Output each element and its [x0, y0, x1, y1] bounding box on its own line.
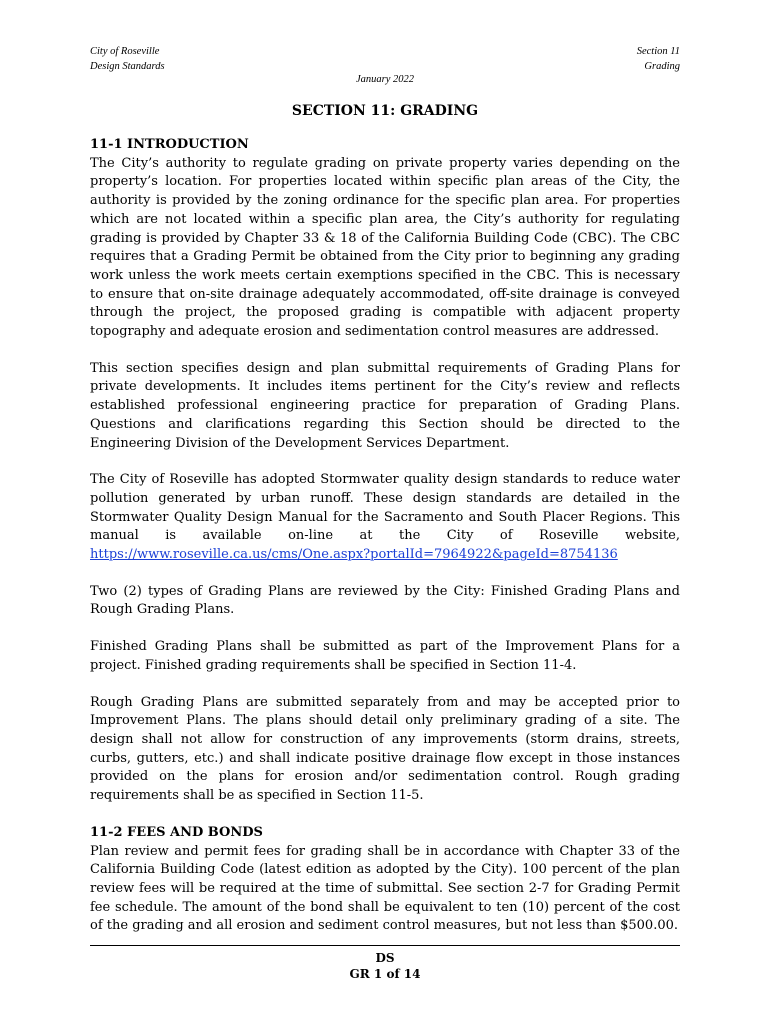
- header-right: [637, 44, 680, 74]
- footer: [0, 950, 770, 982]
- section-heading-fees-and-bonds: 11-2 FEES AND BONDS: [90, 824, 263, 840]
- footer-page-number: GR 1 of 14: [349, 967, 421, 981]
- intro-paragraph-1: The City’s authority to regulate grading on private property varies depending on the property’s location. For properties located within specific plan areas of the City, the authority is provided by the zoning ordinance for the specific plan area. For properties which are not located within a specific plan area, the City’s authority for regulating grading is provided by Chapter 33 & 18 of the California Building Code (CBC). The CBC requires that a Grading Permit be obtained from the City prior to beginning any grading work unless the work meets certain exemptions specified in the CBC. This is necessary to ensure that on-site drainage adequately accommodated, off-site drainage is conveyed through the project, the proposed grading is compatible with adjacent property topography and adequate erosion and sedimentation control measures are addressed.: [90, 155, 680, 340]
- footer-ds: DS: [375, 951, 395, 965]
- header-date: January 2022: [355, 74, 415, 85]
- intro-paragraph-3: [90, 471, 680, 565]
- intro-paragraph-3-text: The City of Roseville has adopted Stormwater quality design standards to reduce water pollution generated by urban runoff. These design standards are detailed in the Stormwater Quality Design Manual for the Sacramento and South Placer Regions. This manual is available on-line at the City of Roseville website,: [90, 472, 680, 544]
- page-title: SECTION 11: GRADING: [291, 103, 479, 119]
- header-grading: Grading: [644, 61, 680, 72]
- section-heading-introduction: 11-1 INTRODUCTION: [90, 137, 249, 152]
- intro-paragraph-4: Two (2) types of Grading Plans are reviewed by the City: Finished Grading Plans and Rough Grading Plans.: [90, 583, 680, 618]
- header-section: Section 11: [636, 46, 680, 57]
- footer-divider: [90, 945, 680, 946]
- intro-paragraph-5: Finished Grading Plans shall be submitted as part of the Improvement Plans for a project. Finished grading requirements shall be specified in Section 11-4.: [90, 639, 680, 673]
- fees-paragraph-1: Plan review and permit fees for grading shall be in accordance with Chapter 33 of the California Building Code (latest edition as adopted by the City). 100 percent of the plan review fees will be required at the time of submittal. See section 2-7 for Grading Permit fee schedule. The amount of the bond shall be equivalent to ten (10) percent of the cost of the grading and all erosion and sediment control measures, but not less than $500.00.: [90, 843, 680, 934]
- document-body: [90, 100, 680, 954]
- header-city: City of Roseville: [90, 46, 160, 57]
- header-left: [90, 44, 165, 74]
- intro-paragraph-6: Rough Grading Plans are submitted separately from and may be accepted prior to Improvement Plans. The plans should detail only preliminary grading of a site. The design shall not allow for construction of any improvements (storm drains, streets, curbs, gutters, etc.) and shall indicate positive drainage flow except in those instances provided on the plans for erosion and/or sedimentation control. Rough grading requirements shall be as specified in Section 11-5.: [90, 694, 680, 804]
- header-design-standards: Design Standards: [90, 61, 165, 72]
- roseville-website-link[interactable]: https://www.roseville.ca.us/cms/One.aspx?portalId=7964922&pageId=8754136: [90, 547, 618, 563]
- intro-paragraph-2: This section specifies design and plan submittal requirements of Grading Plans for private developments. It includes items pertinent for the City’s review and reflects established professional engineering practice for preparation of Grading Plans. Questions and clarifications regarding this Section should be directed to the Engineering Division of the Development Services Department.: [90, 360, 680, 451]
